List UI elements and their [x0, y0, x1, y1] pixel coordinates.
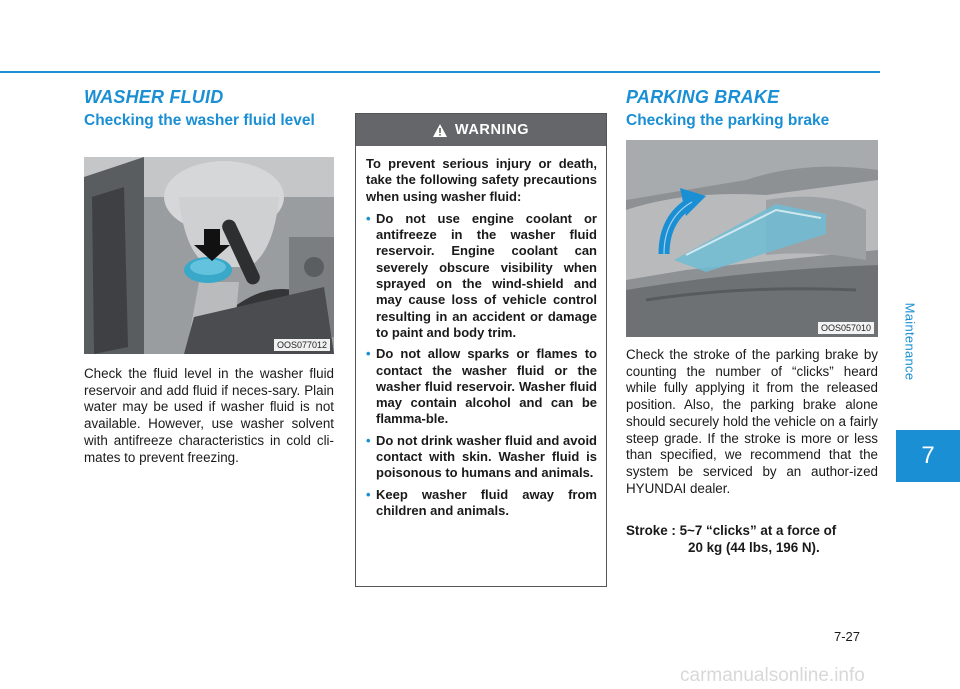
washer-figure-code: OOS077012	[274, 339, 330, 351]
stroke-spec	[626, 522, 878, 556]
bullet-icon: •	[366, 486, 371, 502]
warning-item-text: Do not allow sparks or flames to contact the washer fluid or the washer fluid reservoir. Washer fluid may contain alcohol and can be flamma-ble.	[376, 346, 597, 427]
warning-item	[366, 346, 597, 427]
warning-item-text: Do not drink washer fluid and avoid contact with skin. Washer fluid is poisonous to humans and animals.	[376, 432, 597, 481]
chapter-label-text: Maintenance	[902, 302, 918, 380]
warning-item	[366, 433, 597, 482]
parking-brake-figure	[626, 140, 878, 337]
washer-section-title: WASHER FLUID	[84, 87, 224, 107]
parking-figure-code: OOS057010	[818, 322, 874, 334]
chapter-side-label	[898, 302, 922, 380]
warning-item-text: Keep washer fluid away from children and animals.	[376, 486, 597, 518]
warning-title: WARNING	[454, 122, 530, 138]
warning-triangle-icon	[433, 124, 447, 137]
footer-site-link[interactable]: carmanualsonline.info	[680, 665, 865, 686]
warning-box	[355, 113, 607, 587]
stroke-label: Stroke :	[626, 523, 676, 538]
top-rule	[0, 71, 880, 73]
stroke-line-2: 20 kg (44 lbs, 196 N).	[688, 540, 820, 555]
page-number: 7-27	[834, 629, 861, 644]
bullet-icon: •	[366, 432, 371, 448]
engine-bay-illustration	[84, 157, 334, 354]
washer-subhead: Checking the washer fluid level	[84, 112, 315, 129]
warning-intro: To prevent serious injury or death, take the following safety precautions when using washer fluid:	[366, 156, 597, 204]
warning-item-text: Do not use engine coolant or antifreeze in the washer fluid reservoir. Engine coolant can severely obscure visibility when sprayed on the wind-shield and may cause loss of vehicle control resulting in an accident or damage to paint and body trim.	[376, 210, 597, 340]
stroke-value-1: 5~7 “clicks” at a force of	[679, 523, 837, 538]
washer-body-text: Check the fluid level in the washer fluid reservoir and add fluid if neces-sary. Plain water may be used if washer fluid is not available. However, use washer solvent with antifreeze characteristics in cold cli-mates to prevent freezing.	[84, 366, 334, 465]
parking-brake-illustration	[626, 140, 878, 337]
bullet-icon: •	[366, 346, 371, 362]
parking-subhead: Checking the parking brake	[626, 112, 830, 129]
warning-item	[366, 211, 597, 341]
parking-body-text: Check the stroke of the parking brake by counting the number of “clicks” heard while fully applying it from the released position. Also, the parking brake alone should securely hold the vehicle on a fairly steep grade. If the stroke is more or less than specified, we recommend that the system be serviced by an author-ized HYUNDAI dealer.	[626, 347, 878, 496]
warning-item	[366, 487, 597, 520]
stroke-line-1	[626, 522, 878, 539]
washer-reservoir-figure	[84, 157, 334, 354]
chapter-tab: 7	[896, 430, 960, 482]
warning-list	[366, 211, 597, 519]
bullet-icon: •	[366, 210, 371, 226]
warning-body	[356, 146, 606, 519]
parking-section-title: PARKING BRAKE	[626, 87, 780, 107]
warning-header	[356, 114, 606, 146]
